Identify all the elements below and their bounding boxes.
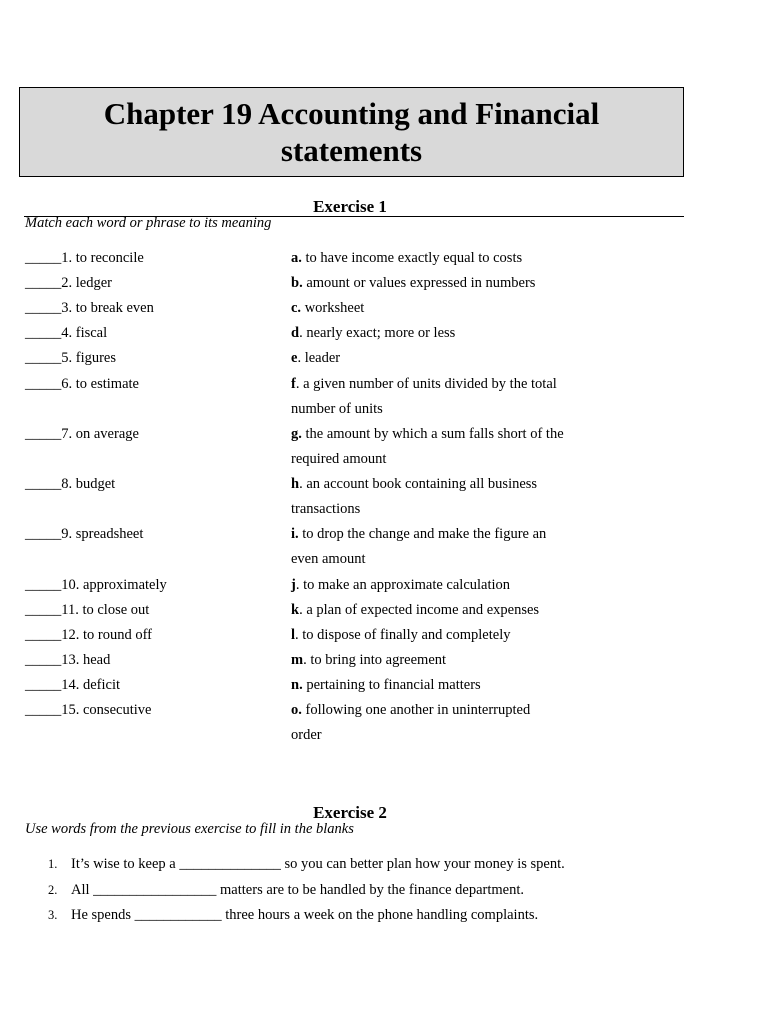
definition-item (291, 698, 556, 748)
definition-letter: f (291, 376, 296, 392)
term-item: _____12. to round off (25, 627, 153, 643)
term-item: _____7. on average (25, 426, 139, 442)
term-item: _____6. to estimate (25, 376, 139, 392)
item-text: He spends ____________ three hours a week on the phone handling complaints. (71, 907, 539, 923)
definition-letter: l (291, 627, 296, 643)
definition-letter: c. (291, 300, 302, 316)
term-item: _____2. ledger (25, 275, 112, 291)
item-number: 3. (48, 908, 58, 922)
definition-text: worksheet (301, 300, 365, 316)
definition-text: . to make an approximate calculation (295, 577, 511, 593)
fill-in-list (48, 852, 565, 929)
definition-letter: m (291, 652, 304, 668)
definition-letter: a. (291, 250, 302, 266)
definition-text: pertaining to financial matters (302, 677, 481, 693)
fill-in-item (48, 878, 565, 904)
definition-text: the amount by which a sum falls short of the required amount (291, 426, 564, 467)
definition-letter: j (291, 577, 296, 593)
exercise-2-instruction: Use words from the previous exercise to fill in the blanks (25, 821, 354, 837)
item-number: 1. (48, 857, 58, 871)
exercise-1-heading: Exercise 1 (313, 197, 387, 216)
term-item: _____4. fiscal (25, 325, 108, 341)
item-text: All _________________ matters are to be handled by the finance department. (71, 881, 524, 898)
definition-item (291, 673, 591, 698)
definition-letter: k (291, 602, 300, 618)
term-item: _____9. spreadsheet (25, 526, 144, 542)
definition-letter: n. (291, 677, 303, 693)
definition-text: . nearly exact; more or less (299, 325, 456, 341)
definition-item (291, 522, 573, 572)
definition-item (291, 598, 591, 623)
term-item: _____5. figures (25, 350, 117, 366)
definition-letter: h (291, 476, 300, 492)
term-item: _____15. consecutive (25, 702, 152, 718)
fill-in-item (48, 852, 565, 878)
definition-letter: g. (291, 426, 302, 442)
term-item: _____8. budget (25, 476, 116, 492)
definition-text: . to bring into agreement (303, 652, 447, 668)
term-item: _____14. deficit (25, 677, 121, 693)
term-item: _____1. to reconcile (25, 250, 144, 266)
definition-item (291, 472, 566, 522)
definition-letter: e (291, 350, 298, 366)
definition-text: amount or values expressed in numbers (302, 275, 536, 291)
definition-text: . a given number of units divided by the total number of units (291, 376, 557, 417)
title-box (19, 87, 684, 177)
definition-item (291, 422, 571, 472)
fill-in-item (48, 903, 565, 929)
definition-text: . leader (297, 350, 341, 366)
definition-item (291, 372, 566, 422)
definition-letter: i. (291, 526, 299, 542)
definition-item (291, 271, 591, 296)
definition-item (291, 296, 591, 321)
term-item: _____3. to break even (25, 300, 154, 316)
definition-text: . an account book containing all business transactions (291, 476, 538, 517)
item-number: 2. (48, 882, 58, 897)
definition-item (291, 321, 591, 346)
term-item: _____13. head (25, 652, 111, 668)
definition-item (291, 246, 591, 271)
page-title: Chapter 19 Accounting and Financial statements (103, 96, 600, 168)
definition-text: . a plan of expected income and expenses (299, 602, 540, 618)
definition-letter: o. (291, 702, 302, 718)
definition-item (291, 346, 591, 371)
item-text: It’s wise to keep a ______________ so you can better plan how your money is spent. (71, 856, 565, 872)
definition-item (291, 648, 591, 673)
definition-item (291, 573, 591, 598)
exercise-2-heading: Exercise 2 (313, 803, 387, 822)
definition-letter: b. (291, 275, 303, 291)
definition-text: to have income exactly equal to costs (301, 250, 523, 266)
definition-text: to drop the change and make the figure an even amount (291, 526, 547, 567)
term-item: _____11. to close out (25, 602, 150, 618)
definition-item (291, 623, 591, 648)
term-item: _____10. approximately (25, 577, 167, 593)
definition-text: following one another in uninterrupted order (291, 702, 531, 743)
definition-letter: d (291, 325, 300, 341)
definition-text: . to dispose of finally and completely (295, 627, 511, 643)
exercise-1-instruction: Match each word or phrase to its meaning (25, 215, 272, 231)
